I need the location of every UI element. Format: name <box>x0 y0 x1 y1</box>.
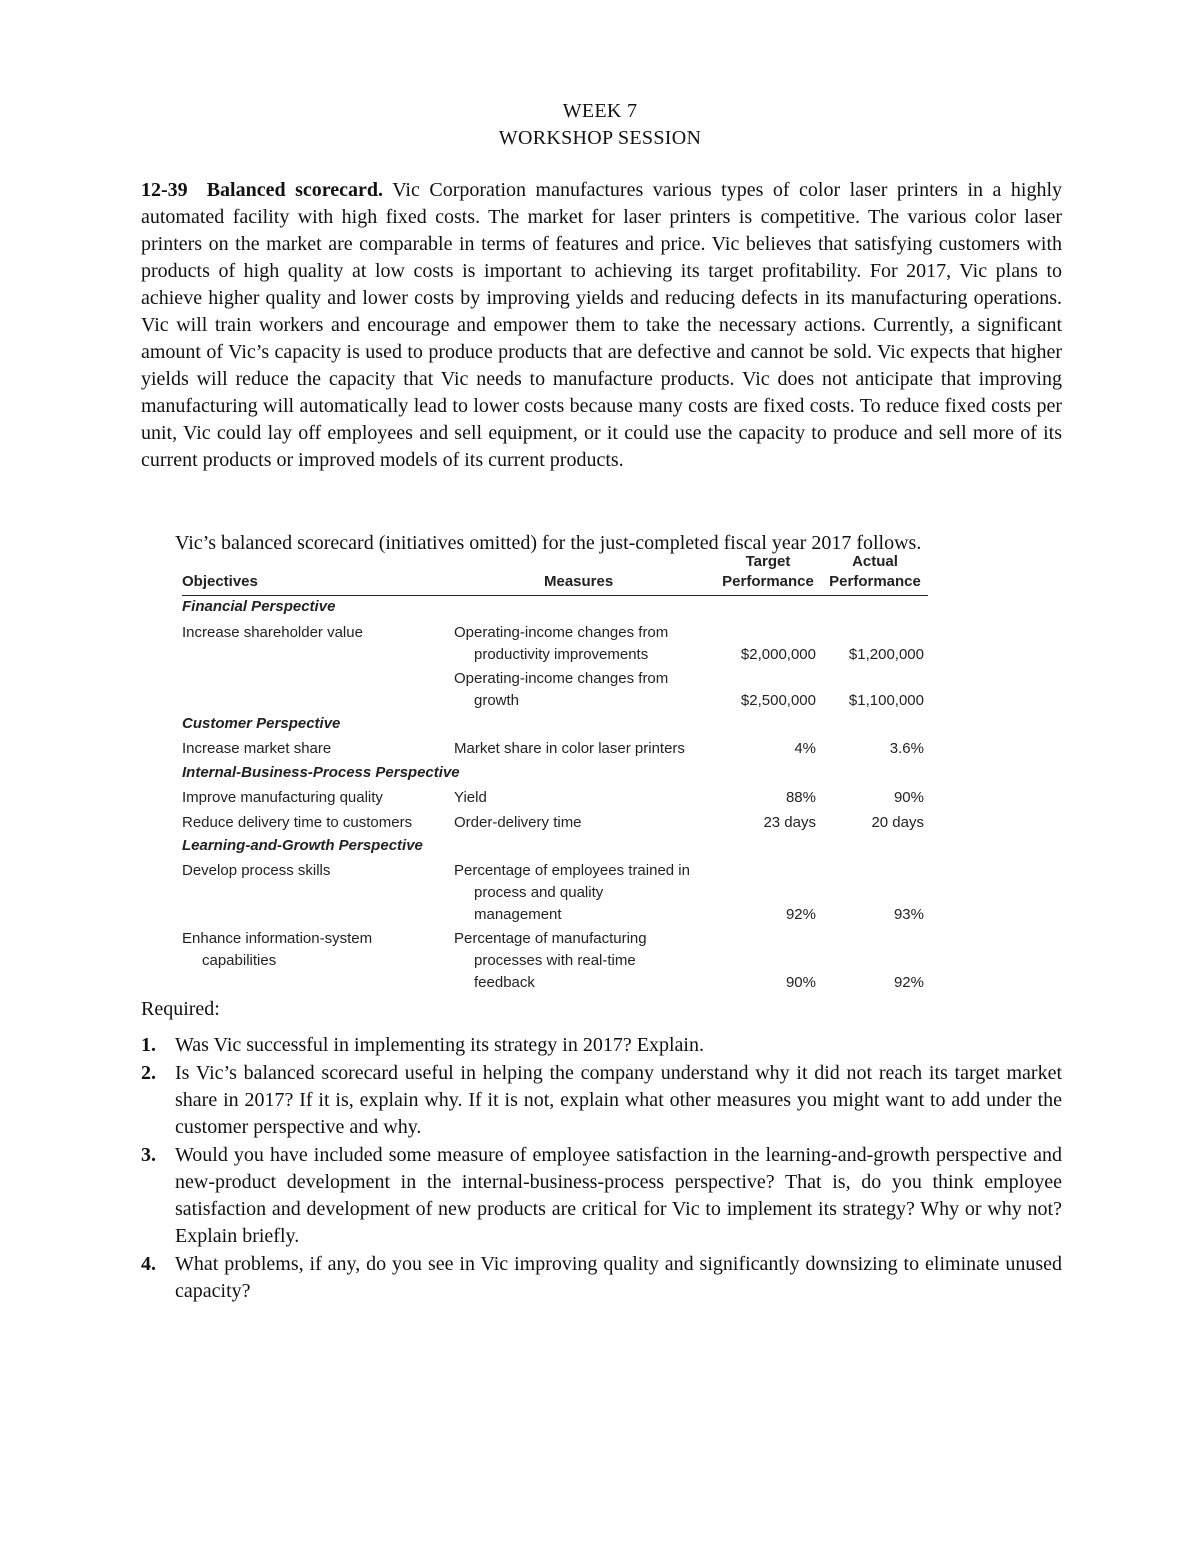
measure-productivity-line1: Operating-income changes from <box>454 624 669 641</box>
question-4-number: 4. <box>141 1253 156 1275</box>
question-2-number: 2. <box>141 1062 156 1084</box>
target-delivery: 23 days <box>763 814 816 831</box>
header-target-line1: Target <box>745 553 791 570</box>
question-3-text: Would you have included some measure of employee satisfaction in the learning-and-growth perspective and new-product development in the internal-business-process perspective? That is, do you think employee satisfaction and development of new products are critical for Vic to implement its strategy? Why or why not? Explain briefly. <box>175 1144 1062 1247</box>
question-2-text: Is Vic’s balanced scorecard useful in helping the company understand why it did not reach its target market share in 2017? If it is, explain why. If it is not, explain what other measures you might want to add under the customer perspective and why. <box>175 1062 1062 1138</box>
measure-employees-trained-line3: management <box>474 906 562 923</box>
target-market-share: 4% <box>794 740 816 757</box>
actual-yield: 90% <box>893 789 924 806</box>
actual-feedback: 92% <box>893 974 924 991</box>
header-rule <box>182 595 928 596</box>
measure-real-time-feedback-line2: processes with real-time <box>474 952 636 969</box>
actual-trained: 93% <box>893 906 924 923</box>
problem-number: 12-39 <box>141 179 188 201</box>
measure-real-time-feedback-line3: feedback <box>474 974 535 991</box>
session-heading: WORKSHOP SESSION <box>498 127 702 149</box>
question-1-text: Was Vic successful in implementing its strategy in 2017? Explain. <box>175 1034 704 1056</box>
measure-employees-trained-line2: process and quality <box>474 884 604 901</box>
measure-growth-line1: Operating-income changes from <box>454 670 669 687</box>
measure-productivity <box>454 622 744 666</box>
header-actual-line1: Actual <box>852 553 898 570</box>
scorecard-intro: Vic’s balanced scorecard (initiatives omitted) for the just-completed fiscal year 2017 follows. <box>175 532 922 554</box>
objective-information-system <box>182 928 447 972</box>
question-list <box>141 1032 1062 1306</box>
measure-growth-line2: growth <box>474 692 520 709</box>
objective-delivery-time: Reduce delivery time to customers <box>182 814 413 831</box>
target-productivity: $2,000,000 <box>740 646 816 663</box>
balanced-scorecard-table <box>182 552 932 997</box>
actual-delivery: 20 days <box>871 814 924 831</box>
question-3 <box>141 1142 1062 1250</box>
measure-market-share: Market share in color laser printers <box>454 740 685 757</box>
objective-process-skills: Develop process skills <box>182 862 331 879</box>
actual-market-share: 3.6% <box>889 740 924 757</box>
question-2 <box>141 1060 1062 1141</box>
measure-growth <box>454 668 744 712</box>
actual-productivity: $1,200,000 <box>848 646 924 663</box>
measure-real-time-feedback <box>454 928 744 994</box>
problem-text: Vic Corporation manufactures various types of color laser printers in a highly automated facility with high fixed costs. The market for laser printers is competitive. The various color laser printers on the market are comparable in terms of features and price. Vic believes that satisfying customers with products of high quality at low costs is important to achieving its target profitability. For 2017, Vic plans to achieve higher quality and lower costs by improving yields and reducing defects in its manufacturing operations. Vic will train workers and encourage and empower them to take the necessary actions. Currently, a significant amount of Vic’s capacity is used to produce products that are defective and cannot be sold. Vic expects that higher yields will reduce the capacity that Vic needs to manufacture products. Vic does not anticipate that improving manufacturing will automatically lead to lower costs because many costs are fixed costs. To reduce fixed costs per unit, Vic could lay off employees and sell equipment, or it could use the capacity to produce and sell more of its current products or improved models of its current products. <box>141 179 1063 471</box>
header-actual-line2: Performance <box>829 573 921 590</box>
target-feedback: 90% <box>785 974 816 991</box>
week-heading: WEEK 7 <box>562 100 638 122</box>
objective-information-system-line2: capabilities <box>202 952 277 969</box>
question-4 <box>141 1251 1062 1305</box>
header-actual <box>827 552 923 592</box>
objective-information-system-line1: Enhance information-system <box>182 930 373 947</box>
header-target <box>720 552 816 592</box>
target-trained: 92% <box>785 906 816 923</box>
problem-paragraph <box>141 177 1062 474</box>
header-measures: Measures <box>544 573 614 590</box>
measure-employees-trained <box>454 860 744 926</box>
question-3-number: 3. <box>141 1144 156 1166</box>
actual-growth: $1,100,000 <box>848 692 924 709</box>
perspective-learning: Learning-and-Growth Perspective <box>182 837 423 854</box>
objective-shareholder-value: Increase shareholder value <box>182 624 363 641</box>
problem-title: Balanced scorecard. <box>206 179 384 201</box>
target-yield: 88% <box>785 789 816 806</box>
measure-order-delivery: Order-delivery time <box>454 814 582 831</box>
perspective-financial: Financial Perspective <box>182 598 336 615</box>
measure-productivity-line2: productivity improvements <box>474 646 649 663</box>
target-growth: $2,500,000 <box>740 692 816 709</box>
perspective-internal: Internal-Business-Process Perspective <box>182 764 460 781</box>
question-1-number: 1. <box>141 1034 156 1056</box>
required-label: Required: <box>141 998 220 1020</box>
header-target-line2: Performance <box>722 573 814 590</box>
perspective-customer: Customer Perspective <box>182 715 341 732</box>
objective-quality: Improve manufacturing quality <box>182 789 383 806</box>
question-4-text: What problems, if any, do you see in Vic improving quality and significantly downsizing to eliminate unused capacity? <box>175 1253 1062 1302</box>
measure-employees-trained-line1: Percentage of employees trained in <box>454 862 690 879</box>
header-objectives: Objectives <box>182 573 258 590</box>
question-1 <box>141 1032 1062 1059</box>
measure-real-time-feedback-line1: Percentage of manufacturing <box>454 930 647 947</box>
measure-yield: Yield <box>454 789 487 806</box>
objective-market-share: Increase market share <box>182 740 332 757</box>
